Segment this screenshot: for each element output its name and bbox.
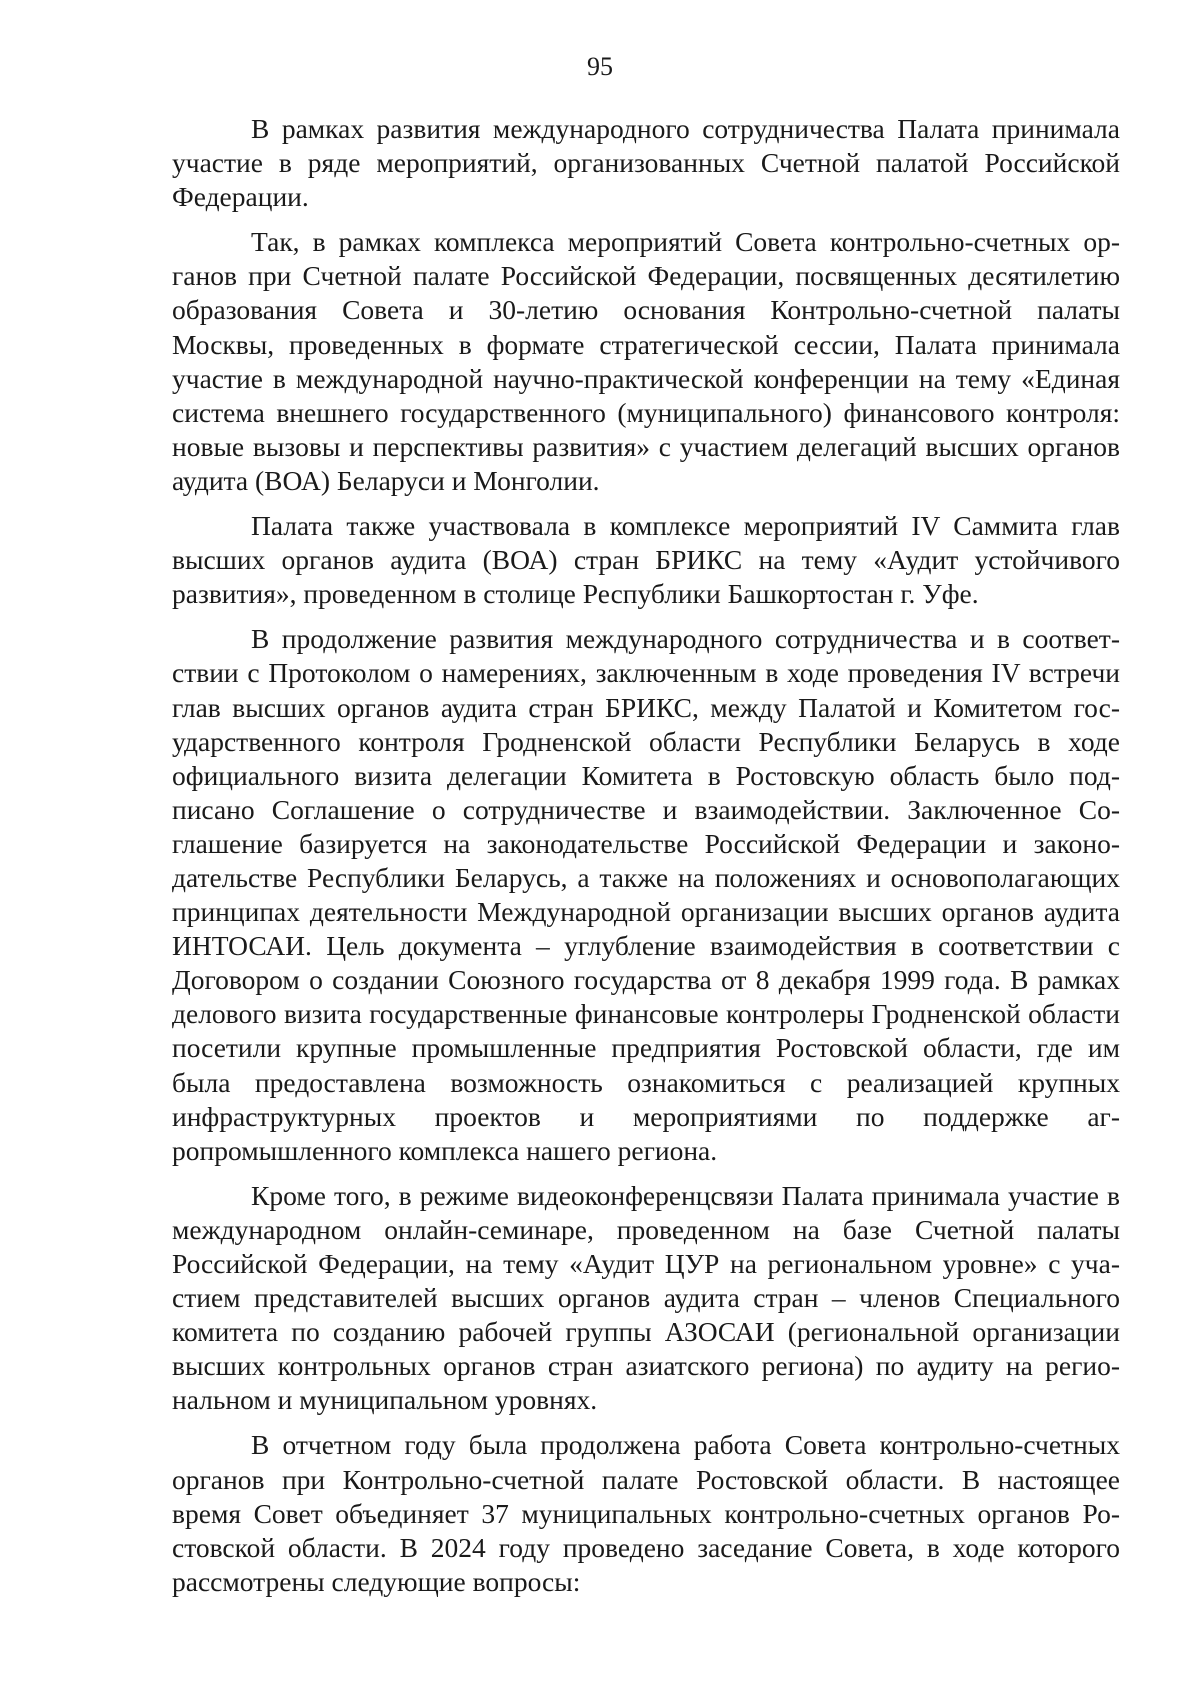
paragraph-online-seminar: Кроме того, в режиме видеоконференцсвязи Палата принимала участие в международном онлайн-семинаре, проведенном на базе Счетной палаты Российской Федерации, на тему «Аудит ЦУР на региональном уровне» с участием представителей высших органов аудита стран – членов Специального комитета по созданию рабочей группы АЗОСАИ (региональной организации высших контрольных органов стран азиатского региона) по аудиту на региональном и муниципальном уровнях. bbox=[172, 1179, 1120, 1416]
paragraph-council-work: В отчетном году была продолжена работа Совета контрольно-счетных органов при Контрольно-счетной палате Ростовской области. В настоящее время Совет объединяет 37 муниципальных контрольно-счетных органов Ростовской области. В 2024 году проведено заседание Совета, в ходе которого рассмотрены следующие вопросы: bbox=[172, 1429, 1120, 1597]
paragraph-brics-summit: Палата также участвовала в комплексе мероприятий IV Саммита глав высших органов аудита (ВОА) стран БРИКС на тему «Аудит устойчивого развития», проведенном в столице Республики Башкортостан г. Уфе. bbox=[172, 510, 1120, 610]
page-number: 95 bbox=[587, 52, 613, 81]
paragraph-moscow-conference: Так, в рамках комплекса мероприятий Совета контрольно-счетных органов при Счетной палате Российской Федерации, посвященных десятилетию образования Совета и 30-летию основания Контрольно-счетной палаты Москвы, проведенных в формате стратегической сессии, Палата принимала участие в международной научно-практической конференции на тему «Единая система внешнего государственного (муниципального) финансового контроля: новые вызовы и перспективы развития» с участием делегаций высших органов аудита (ВОА) Беларуси и Монголии. bbox=[172, 226, 1120, 496]
paragraph-international-cooperation: В рамках развития международного сотрудничества Палата принимала участие в ряде мероприятий, организованных Счетной палатой Российской Федерации. bbox=[172, 113, 1120, 213]
paragraph-grodno-agreement: В продолжение развития международного сотрудничества и в соответствии с Протоколом о намерениях, заключенным в ходе проведения IV встречи глав высших органов аудита стран БРИКС, между Палатой и Комитетом государственного контроля Гродненской области Республики Беларусь в ходе официального визита делегации Комитета в Ростовскую область было подписано Соглашение о сотрудничестве и взаимодействии. Заключенное Соглашение базируется на законодательстве Российской Федерации и законодательстве Республики Беларусь, а также на положениях и основополагающих принципах деятельности Международной организации высших органов аудита ИНТОСАИ. Цель документа – углубление взаимодействия в соответствии с Договором о создании Союзного государства от 8 декабря 1999 года. В рамках делового визита государственные финансовые контролеры Гродненской области посетили крупные промышленные предприятия Ростовской области, где им была предоставлена возможность ознакомиться с реализацией крупных инфраструктурных проектов и мероприятиями по поддержке агропромышленного комплекса нашего региона. bbox=[172, 623, 1120, 1166]
page-body bbox=[172, 112, 1120, 1610]
